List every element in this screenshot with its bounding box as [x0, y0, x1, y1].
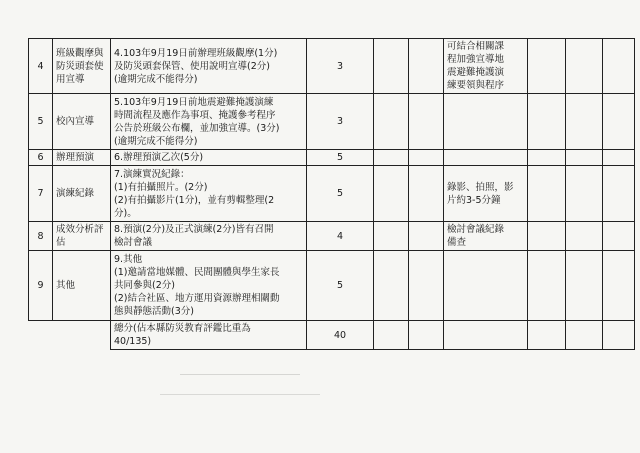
evaluation-table	[28, 38, 635, 350]
empty-cell	[528, 39, 566, 94]
item-note: 檢討會議紀錄 備查	[444, 222, 528, 251]
empty-cell	[374, 166, 409, 222]
empty-cell	[374, 39, 409, 94]
table-row	[29, 222, 635, 251]
empty-cell	[374, 251, 409, 321]
item-score: 5	[307, 150, 374, 166]
empty-cell	[566, 166, 603, 222]
item-description: 6.辦理預演乙次(5分)	[111, 150, 307, 166]
row-number: 9	[29, 251, 53, 321]
empty-cell	[528, 222, 566, 251]
item-name: 辦理預演	[53, 150, 111, 166]
empty-cell	[29, 321, 53, 350]
empty-cell	[444, 321, 528, 350]
empty-cell	[409, 94, 444, 150]
item-description: 4.103年9月19日前辦理班級觀摩(1分) 及防災頭套保管、使用說明宣導(2分) (逾期完成不能得分)	[111, 39, 307, 94]
empty-cell	[409, 166, 444, 222]
empty-cell	[528, 251, 566, 321]
item-score: 5	[307, 251, 374, 321]
row-number: 6	[29, 150, 53, 166]
total-score: 40	[307, 321, 374, 350]
item-score: 4	[307, 222, 374, 251]
table-row	[29, 150, 635, 166]
row-number: 7	[29, 166, 53, 222]
table-row	[29, 94, 635, 150]
empty-cell	[444, 94, 528, 150]
empty-cell	[603, 39, 635, 94]
row-number: 4	[29, 39, 53, 94]
empty-cell	[409, 251, 444, 321]
empty-cell	[603, 321, 635, 350]
item-description: 7.演練實況紀錄： (1)有拍攝照片。(2分) (2)有拍攝影片(1分)，並有剪輯整理(2 分)。	[111, 166, 307, 222]
item-note: 可結合相關課 程加強宣導地 震避難掩護演 練要領與程序	[444, 39, 528, 94]
empty-cell	[603, 94, 635, 150]
empty-cell	[566, 94, 603, 150]
empty-cell	[603, 251, 635, 321]
empty-cell	[409, 150, 444, 166]
table-row	[29, 251, 635, 321]
empty-cell	[374, 94, 409, 150]
total-description: 總分(佔本縣防災教育評鑑比重為 40/135)	[111, 321, 307, 350]
empty-cell	[566, 222, 603, 251]
empty-cell	[603, 166, 635, 222]
item-description: 5.103年9月19日前地震避難掩護演練 時間流程及應作為事項、掩護參考程序 公告於班級公布欄，並加強宣導。(3分) (逾期完成不能得分)	[111, 94, 307, 150]
empty-cell	[566, 39, 603, 94]
empty-cell	[528, 94, 566, 150]
item-name: 演練紀錄	[53, 166, 111, 222]
row-number: 5	[29, 94, 53, 150]
item-name: 其他	[53, 251, 111, 321]
empty-cell	[374, 222, 409, 251]
empty-cell	[566, 150, 603, 166]
empty-cell	[374, 321, 409, 350]
empty-cell	[603, 222, 635, 251]
item-description: 8.預演(2分)及正式演練(2分)皆有召開 檢討會議	[111, 222, 307, 251]
empty-cell	[528, 321, 566, 350]
item-description: 9.其他 (1)邀請當地媒體、民間團體與學生家長 共同參與(2分) (2)結合社區、地方運用資源辦理相關動 態與靜態活動(3分)	[111, 251, 307, 321]
empty-cell	[409, 222, 444, 251]
empty-cell	[603, 150, 635, 166]
empty-cell	[53, 321, 111, 350]
item-score: 3	[307, 39, 374, 94]
empty-cell	[566, 321, 603, 350]
bleed-through-mark	[160, 394, 320, 395]
empty-cell	[566, 251, 603, 321]
item-name: 班級觀摩與 防災頭套使 用宣導	[53, 39, 111, 94]
item-note: 錄影、拍照，影 片約3-5分鐘	[444, 166, 528, 222]
table-row	[29, 39, 635, 94]
table-row	[29, 166, 635, 222]
item-name: 成效分析評 估	[53, 222, 111, 251]
bleed-through-mark	[180, 374, 300, 375]
empty-cell	[409, 39, 444, 94]
empty-cell	[374, 150, 409, 166]
total-row	[29, 321, 635, 350]
item-name: 校內宣導	[53, 94, 111, 150]
empty-cell	[444, 150, 528, 166]
row-number: 8	[29, 222, 53, 251]
item-score: 3	[307, 94, 374, 150]
empty-cell	[528, 150, 566, 166]
empty-cell	[528, 166, 566, 222]
empty-cell	[409, 321, 444, 350]
empty-cell	[444, 251, 528, 321]
item-score: 5	[307, 166, 374, 222]
